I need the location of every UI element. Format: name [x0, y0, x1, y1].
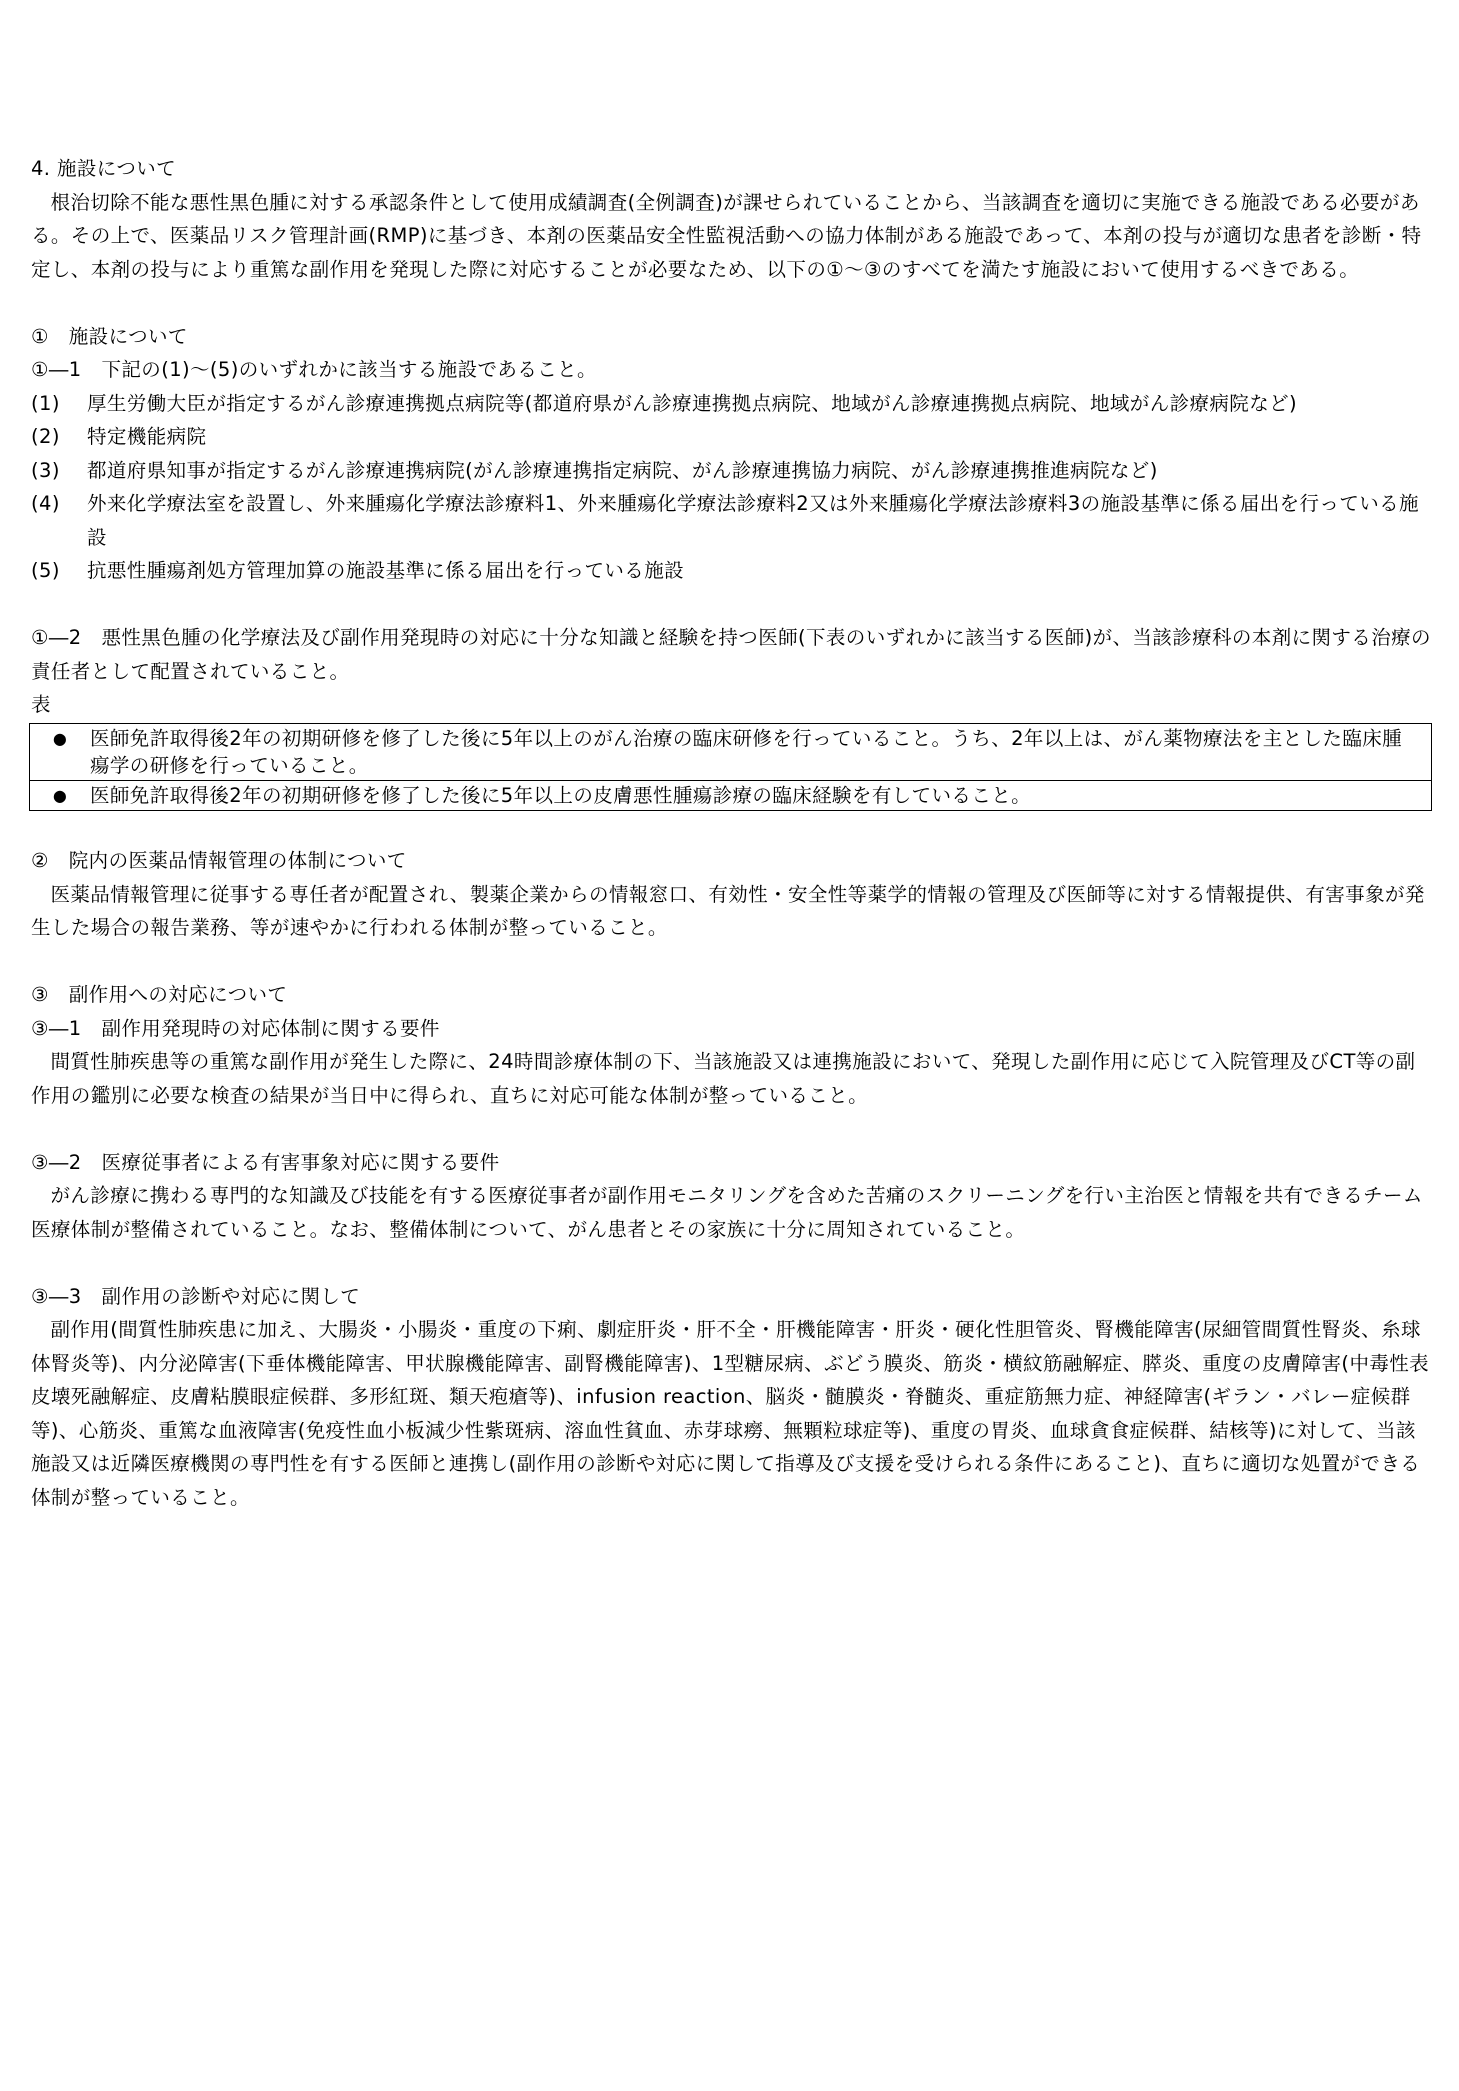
spacer — [31, 811, 1435, 845]
table-row — [30, 723, 1432, 780]
row-text: 医師免許取得後2年の初期研修を修了した後に5年以上の皮膚悪性腫瘍診療の臨床経験を有していること。 — [90, 783, 1032, 807]
part1-sub2-heading: ①―2 悪性黒色腫の化学療法及び副作用発現時の対応に十分な知識と経験を持つ医師(下表のいずれかに該当する医師)が、当該診療科の本剤に関する治療の責任者として配置されていること。 — [31, 626, 1431, 683]
spacer — [31, 588, 1435, 622]
section-title: 4. 施設について — [31, 157, 177, 180]
item-text: 特定機能病院 — [87, 425, 207, 448]
item-text: 都道府県知事が指定するがん診療連携病院(がん診療連携指定病院、がん診療連携協力病院、がん診療連携推進病院など) — [87, 458, 1158, 482]
section-intro: 根治切除不能な悪性黒色腫に対する承認条件として使用成績調査(全例調査)が課せられていることから、当該調査を適切に実施できる施設である必要がある。その上で、医薬品リスク管理計画(RMP)に基づき、本剤の医薬品安全性監視活動への協力体制がある施設であって、本剤の投与が適切な患者を診断・特定し、本剤の投与により重篤な副作用を発現した際に対応することが必要なため、以下の①～③のすべてを満たす施設において使用するべきである。 — [31, 190, 1422, 281]
bullet-icon: ● — [52, 728, 68, 748]
part3-sub3-body: 副作用(間質性肺疾患に加え、大腸炎・小腸炎・重度の下痢、劇症肝炎・肝不全・肝機能障害・肝炎・硬化性胆管炎、腎機能障害(尿細管間質性腎炎、糸球体腎炎等)、内分泌障害(下垂体機能障害、甲状腺機能障害、副腎機能障害)、1型糖尿病、ぶどう膜炎、筋炎・横紋筋融解症、膵炎、重度の皮膚障害(中毒性表皮壊死融解症、皮膚粘膜眼症候群、多形紅斑、類天疱瘡等)、infusion reaction、脳炎・髄膜炎・脊髄炎、重症筋無力症、神経障害(ギラン・バレー症候群等)、心筋炎、重篤な血液障害(免疫性血小板減少性紫斑病、溶血性貧血、赤芽球癆、無顆粒球症等)、重度の胃炎、血球貪食症候群、結核等)に対して、当該施設又は近隣医療機関の専門性を有する医師と連携し(副作用の診断や対応に関して指導及び支援を受けられる条件にあること)、直ちに適切な処置ができる体制が整っていること。 — [31, 1318, 1430, 1509]
table-cell — [30, 723, 1432, 780]
facility-item-3 — [31, 454, 1435, 488]
physician-requirements-table — [29, 723, 1432, 811]
spacer — [31, 945, 1435, 979]
table-label: 表 — [31, 693, 51, 716]
spacer — [31, 1112, 1435, 1146]
facility-item-2 — [31, 420, 1435, 454]
item-text: 外来化学療法室を設置し、外来腫瘍化学療法診療料1、外来腫瘍化学療法診療料2又は外来腫瘍化学療法診療料3の施設基準に係る届出を行っている施設 — [87, 492, 1419, 549]
part1-sub1-heading: ①―1 下記の(1)～(5)のいずれかに該当する施設であること。 — [31, 358, 597, 381]
row-text: 医師免許取得後2年の初期研修を修了した後に5年以上のがん治療の臨床研修を行っていること。うち、2年以上は、がん薬物療法を主とした臨床腫瘍学の研修を行っていること。 — [90, 726, 1403, 777]
facility-item-5 — [31, 554, 1435, 588]
item-number: (1) — [31, 391, 60, 415]
item-text: 厚生労働大臣が指定するがん診療連携拠点病院等(都道府県がん診療連携拠点病院、地域がん診療連携拠点病院、地域がん診療病院など) — [87, 391, 1298, 415]
document-page — [31, 152, 1435, 1514]
part3-sub1-heading: ③―1 副作用発現時の対応体制に関する要件 — [31, 1016, 440, 1040]
spacer — [31, 286, 1435, 320]
item-number: (3) — [31, 458, 60, 482]
spacer — [31, 1246, 1435, 1280]
part3-sub1-body: 間質性肺疾患等の重篤な副作用が発生した際に、24時間診療体制の下、当該施設又は連携施設において、発現した副作用に応じて入院管理及びCT等の副作用の鑑別に必要な検査の結果が当日中に得られ、直ちに対応可能な体制が整っていること。 — [31, 1050, 1416, 1107]
item-number: (2) — [31, 425, 60, 448]
facility-item-1 — [31, 387, 1435, 421]
part1-heading: ① 施設について — [31, 324, 188, 348]
part2-heading: ② 院内の医薬品情報管理の体制について — [31, 849, 407, 872]
item-text: 抗悪性腫瘍剤処方管理加算の施設基準に係る届出を行っている施設 — [87, 559, 685, 582]
facility-item-4 — [31, 487, 1435, 554]
item-number: (4) — [31, 492, 60, 515]
table-cell — [30, 780, 1432, 810]
table-row — [30, 780, 1432, 810]
part3-sub2-heading: ③―2 医療従事者による有害事象対応に関する要件 — [31, 1150, 500, 1174]
item-number: (5) — [31, 559, 60, 582]
part3-heading: ③ 副作用への対応について — [31, 983, 288, 1006]
bullet-icon: ● — [52, 785, 68, 805]
part3-sub2-body: がん診療に携わる専門的な知識及び技能を有する医療従事者が副作用モニタリングを含めた苦痛のスクリーニングを行い主治医と情報を共有できるチーム医療体制が整備されていること。なお、整備体制について、がん患者とその家族に十分に周知されていること。 — [31, 1184, 1423, 1241]
part3-sub3-heading: ③―3 副作用の診断や対応に関して — [31, 1284, 361, 1308]
part2-body: 医薬品情報管理に従事する専任者が配置され、製薬企業からの情報窓口、有効性・安全性等薬学的情報の管理及び医師等に対する情報提供、有害事象が発生した場合の報告業務、等が速やかに行われる体制が整っていること。 — [31, 882, 1425, 939]
